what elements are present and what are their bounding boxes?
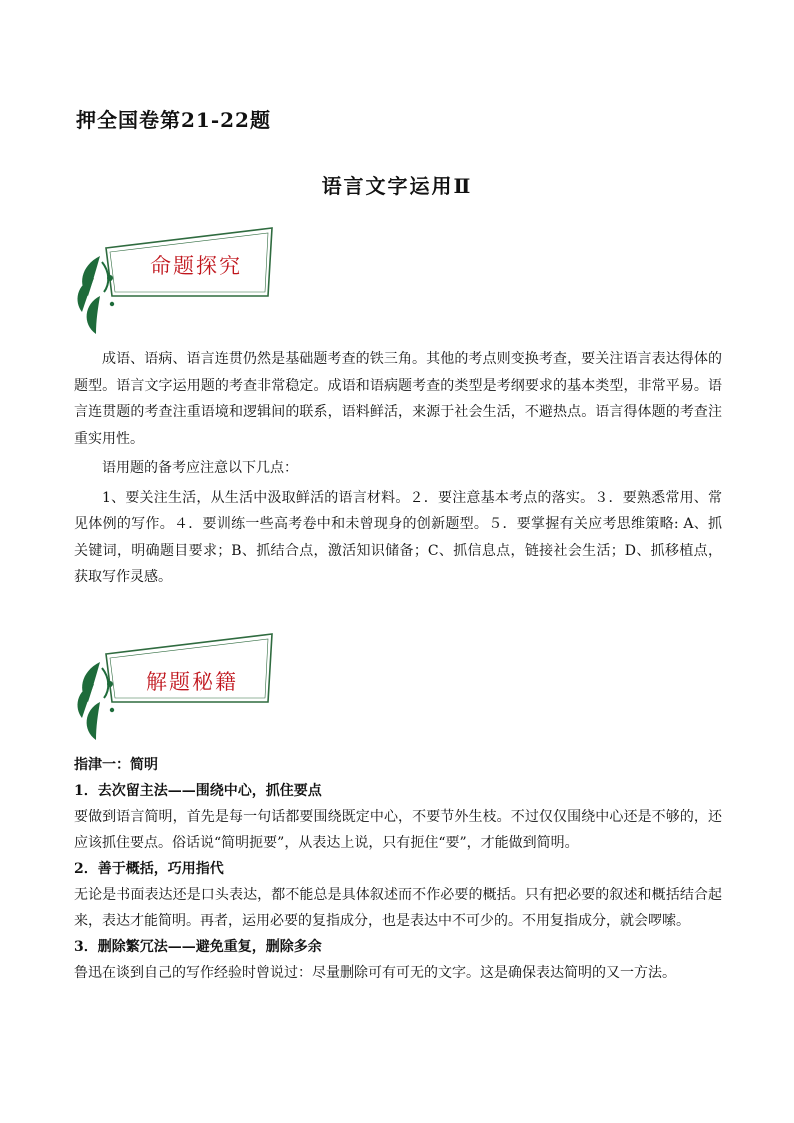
guide-item-text: 要做到语言简明，首先是每一句话都要围绕既定中心，不要节外生枝。不过仅仅围绕中心还是不够的，还应该抓住要点。俗话说“简明扼要”，从表达上说，只有扼住“要”，才能做到简明。	[74, 809, 722, 851]
intro-paragraph: 成语、语病、语言连贯仍然是基础题考查的铁三角。其他的考点则变换考查，要关注语言表达得体的题型。语言文字运用题的考查非常稳定。成语和语病题考查的类型是考纲要求的基本类型，非常平易。语言连贯题的考查注重语境和逻辑间的联系，语料鲜活，来源于社会生活，不避热点。语言得体题的考查注重实用性。	[74, 351, 722, 447]
guide-heading: 指津一：简明	[74, 757, 158, 773]
document-subtitle: 语言文字运用Ⅱ	[321, 174, 473, 198]
section-banner-proposition	[70, 226, 310, 336]
guide-section	[74, 752, 722, 986]
intro-section	[74, 346, 722, 591]
banner-label: 解题秘籍	[146, 670, 238, 694]
guide-item-title: 2．善于概括，巧用指代	[74, 861, 224, 877]
leaf-ribbon-icon	[70, 226, 310, 336]
document-title: 押全国卷第21-22题	[76, 108, 271, 132]
guide-item-text: 鲁迅在谈到自己的写作经验时曾说过：尽量删除可有可无的文字。这是确保表达简明的又一方法。	[74, 965, 676, 981]
intro-paragraph: 1、要关注生活，从生活中汲取鲜活的语言材料。２．要注意基本考点的落实。３．要熟悉常用、常见体例的写作。４．要训练一些高考卷中和未曾现身的创新题型。５．要掌握有关应考思维策略: A、抓关键词，明确题目要求；B、抓结合点，激活知识储备；C、抓信息点，链接社会生活；D、抓移植点，获取写作灵感。	[74, 489, 722, 585]
section-banner-solutions	[70, 632, 310, 742]
banner-label: 命题探究	[150, 254, 242, 278]
intro-paragraph: 语用题的备考应注意以下几点：	[102, 460, 298, 476]
guide-item-title: 1．去次留主法——围绕中心，抓住要点	[74, 783, 322, 799]
guide-item-title: 3．删除繁冗法——避免重复，删除多余	[74, 939, 322, 955]
guide-item-text: 无论是书面表达还是口头表达，都不能总是具体叙述而不作必要的概括。只有把必要的叙述和概括结合起来，表达才能简明。再者，运用必要的复指成分，也是表达中不可少的。不用复指成分，就会啰嗦。	[74, 887, 722, 929]
